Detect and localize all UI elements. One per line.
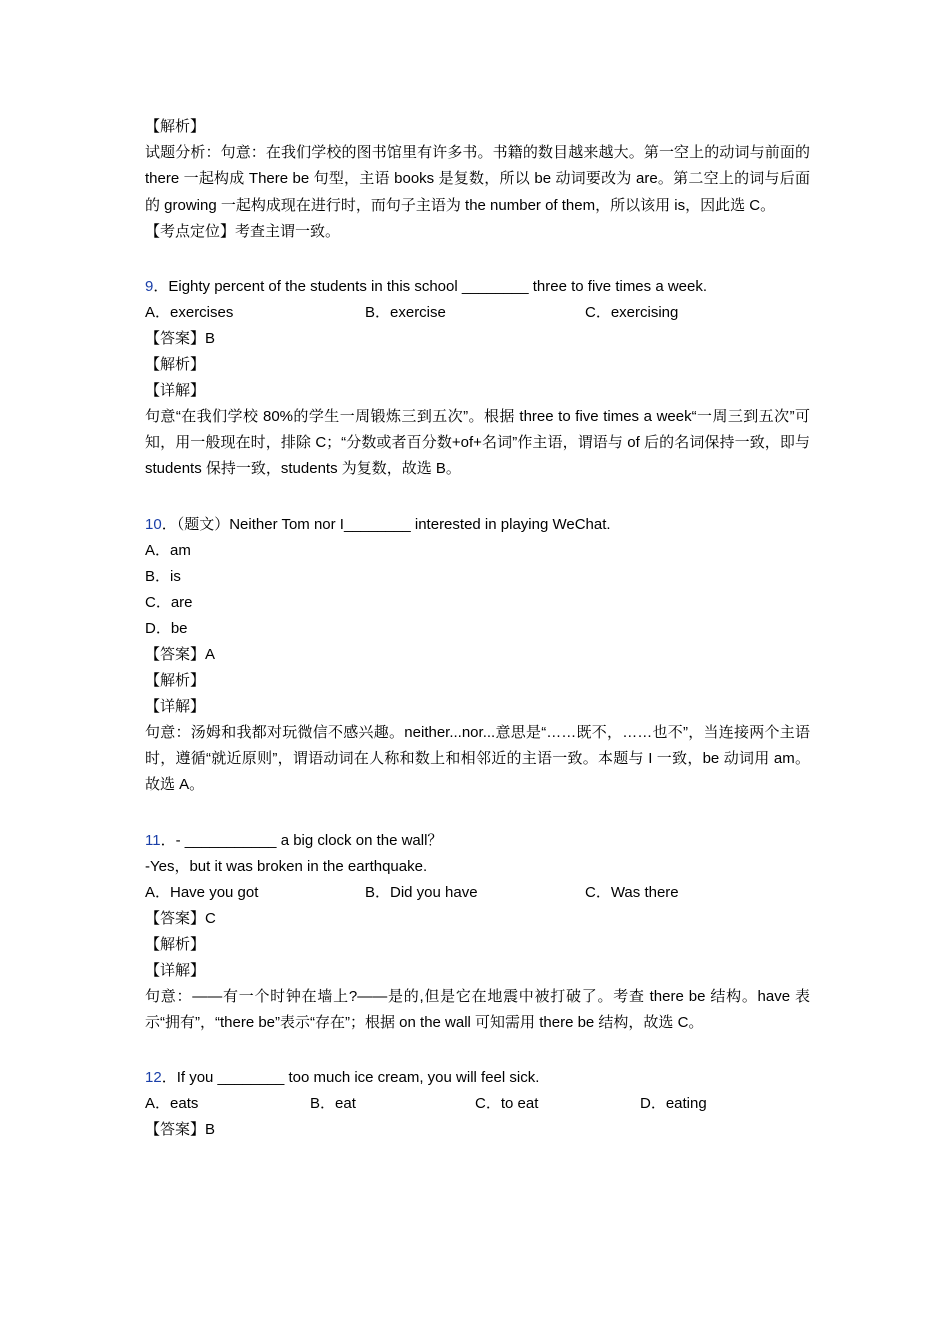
option-a: A．Have you got (145, 883, 259, 901)
question-10-stem (145, 512, 810, 538)
question-text: （题文）Neither Tom nor I________ interested in playing WeChat. (176, 515, 611, 533)
document-page (145, 114, 810, 1143)
question-separator: ． (160, 831, 176, 849)
question-number: 12 (145, 1069, 162, 1087)
option-b: B．is (145, 567, 181, 585)
question-separator: ． (153, 277, 169, 295)
question-number: 9 (145, 277, 154, 295)
detail-label: 【详解】 (145, 381, 206, 399)
question-separator: ． (161, 515, 177, 533)
option-c: C．to eat (475, 1095, 539, 1113)
option-d: D．eating (640, 1095, 707, 1113)
question-9-options (145, 300, 810, 326)
exam-point-label: 【考点定位】考查主谓一致。 (145, 222, 341, 240)
question-text: - ___________ a big clock on the wall？ (175, 831, 443, 849)
analysis-text: 试题分析：句意：在我们学校的图书馆里有许多书。书籍的数目越来越大。第一空上的动词与前面的 there 一起构成 There be 句型，主语 books 是复数，所以 be 动词要改为 are。第二空上的词与后面的 growing 一起构成现在进行时，而句子主语为 the number of them，所以该用 is，因此选 C。 (145, 144, 810, 214)
analysis-label: 【解析】 (145, 118, 206, 135)
detail-label: 【详解】 (145, 697, 206, 715)
question-separator: ． (161, 1069, 177, 1087)
analysis-label: 【解析】 (145, 671, 206, 689)
option-d: D．be (145, 619, 188, 637)
question-11-options (145, 880, 810, 906)
option-b: B．Did you have (365, 883, 478, 901)
option-b: B．eat (310, 1095, 356, 1113)
option-c: C．are (145, 593, 193, 611)
question-number: 10 (145, 515, 162, 533)
question-9-stem (145, 274, 810, 300)
detail-label: 【详解】 (145, 961, 206, 979)
detail-text: 句意：——有一个时钟在墙上?——是的,但是它在地震中被打破了。考查 there be 结构。have 表示“拥有”，“there be”表示“存在”；根据 on the wall 可知需用 there be 结构，故选 C。 (145, 987, 810, 1031)
analysis-label: 【解析】 (145, 935, 206, 953)
question-11-line2: -Yes，but it was broken in the earthquake. (145, 857, 428, 875)
question-text: Eighty percent of the students in this school ________ three to five times a week. (168, 277, 708, 295)
option-b: B．exercise (365, 303, 446, 321)
answer-label: 【答案】B (145, 1121, 216, 1139)
detail-text: 句意：汤姆和我都对玩微信不感兴趣。neither...nor...意思是“……既不，……也不”，当连接两个主语时，遵循“就近原则”，谓语动词在人称和数上和相邻近的主语一致。本题与 I 一致，be 动词用 am。故选 A。 (145, 723, 810, 794)
question-number: 11 (145, 831, 161, 849)
option-a: A．am (145, 541, 191, 559)
analysis-label: 【解析】 (145, 355, 206, 373)
option-a: A．exercises (145, 303, 234, 321)
question-11-stem (145, 828, 810, 854)
answer-label: 【答案】C (145, 909, 216, 927)
answer-label: 【答案】A (145, 645, 216, 663)
answer-label: 【答案】B (145, 329, 216, 347)
question-12-stem (145, 1065, 810, 1091)
detail-text: 句意“在我们学校 80%的学生一周锻炼三到五次”。根据 three to five times a week“一周三到五次”可知，用一般现在时，排除 C；“分数或者百分数+of+名词”作主语，谓语与 of 后的名词保持一致，即与 students 保持一致，students 为复数，故选 B。 (145, 407, 810, 478)
option-c: C．Was there (585, 883, 679, 901)
option-c: C．exercising (585, 303, 679, 321)
option-a: A．eats (145, 1095, 199, 1113)
question-12-options (145, 1091, 810, 1117)
question-text: If you ________ too much ice cream, you will feel sick. (176, 1069, 540, 1087)
